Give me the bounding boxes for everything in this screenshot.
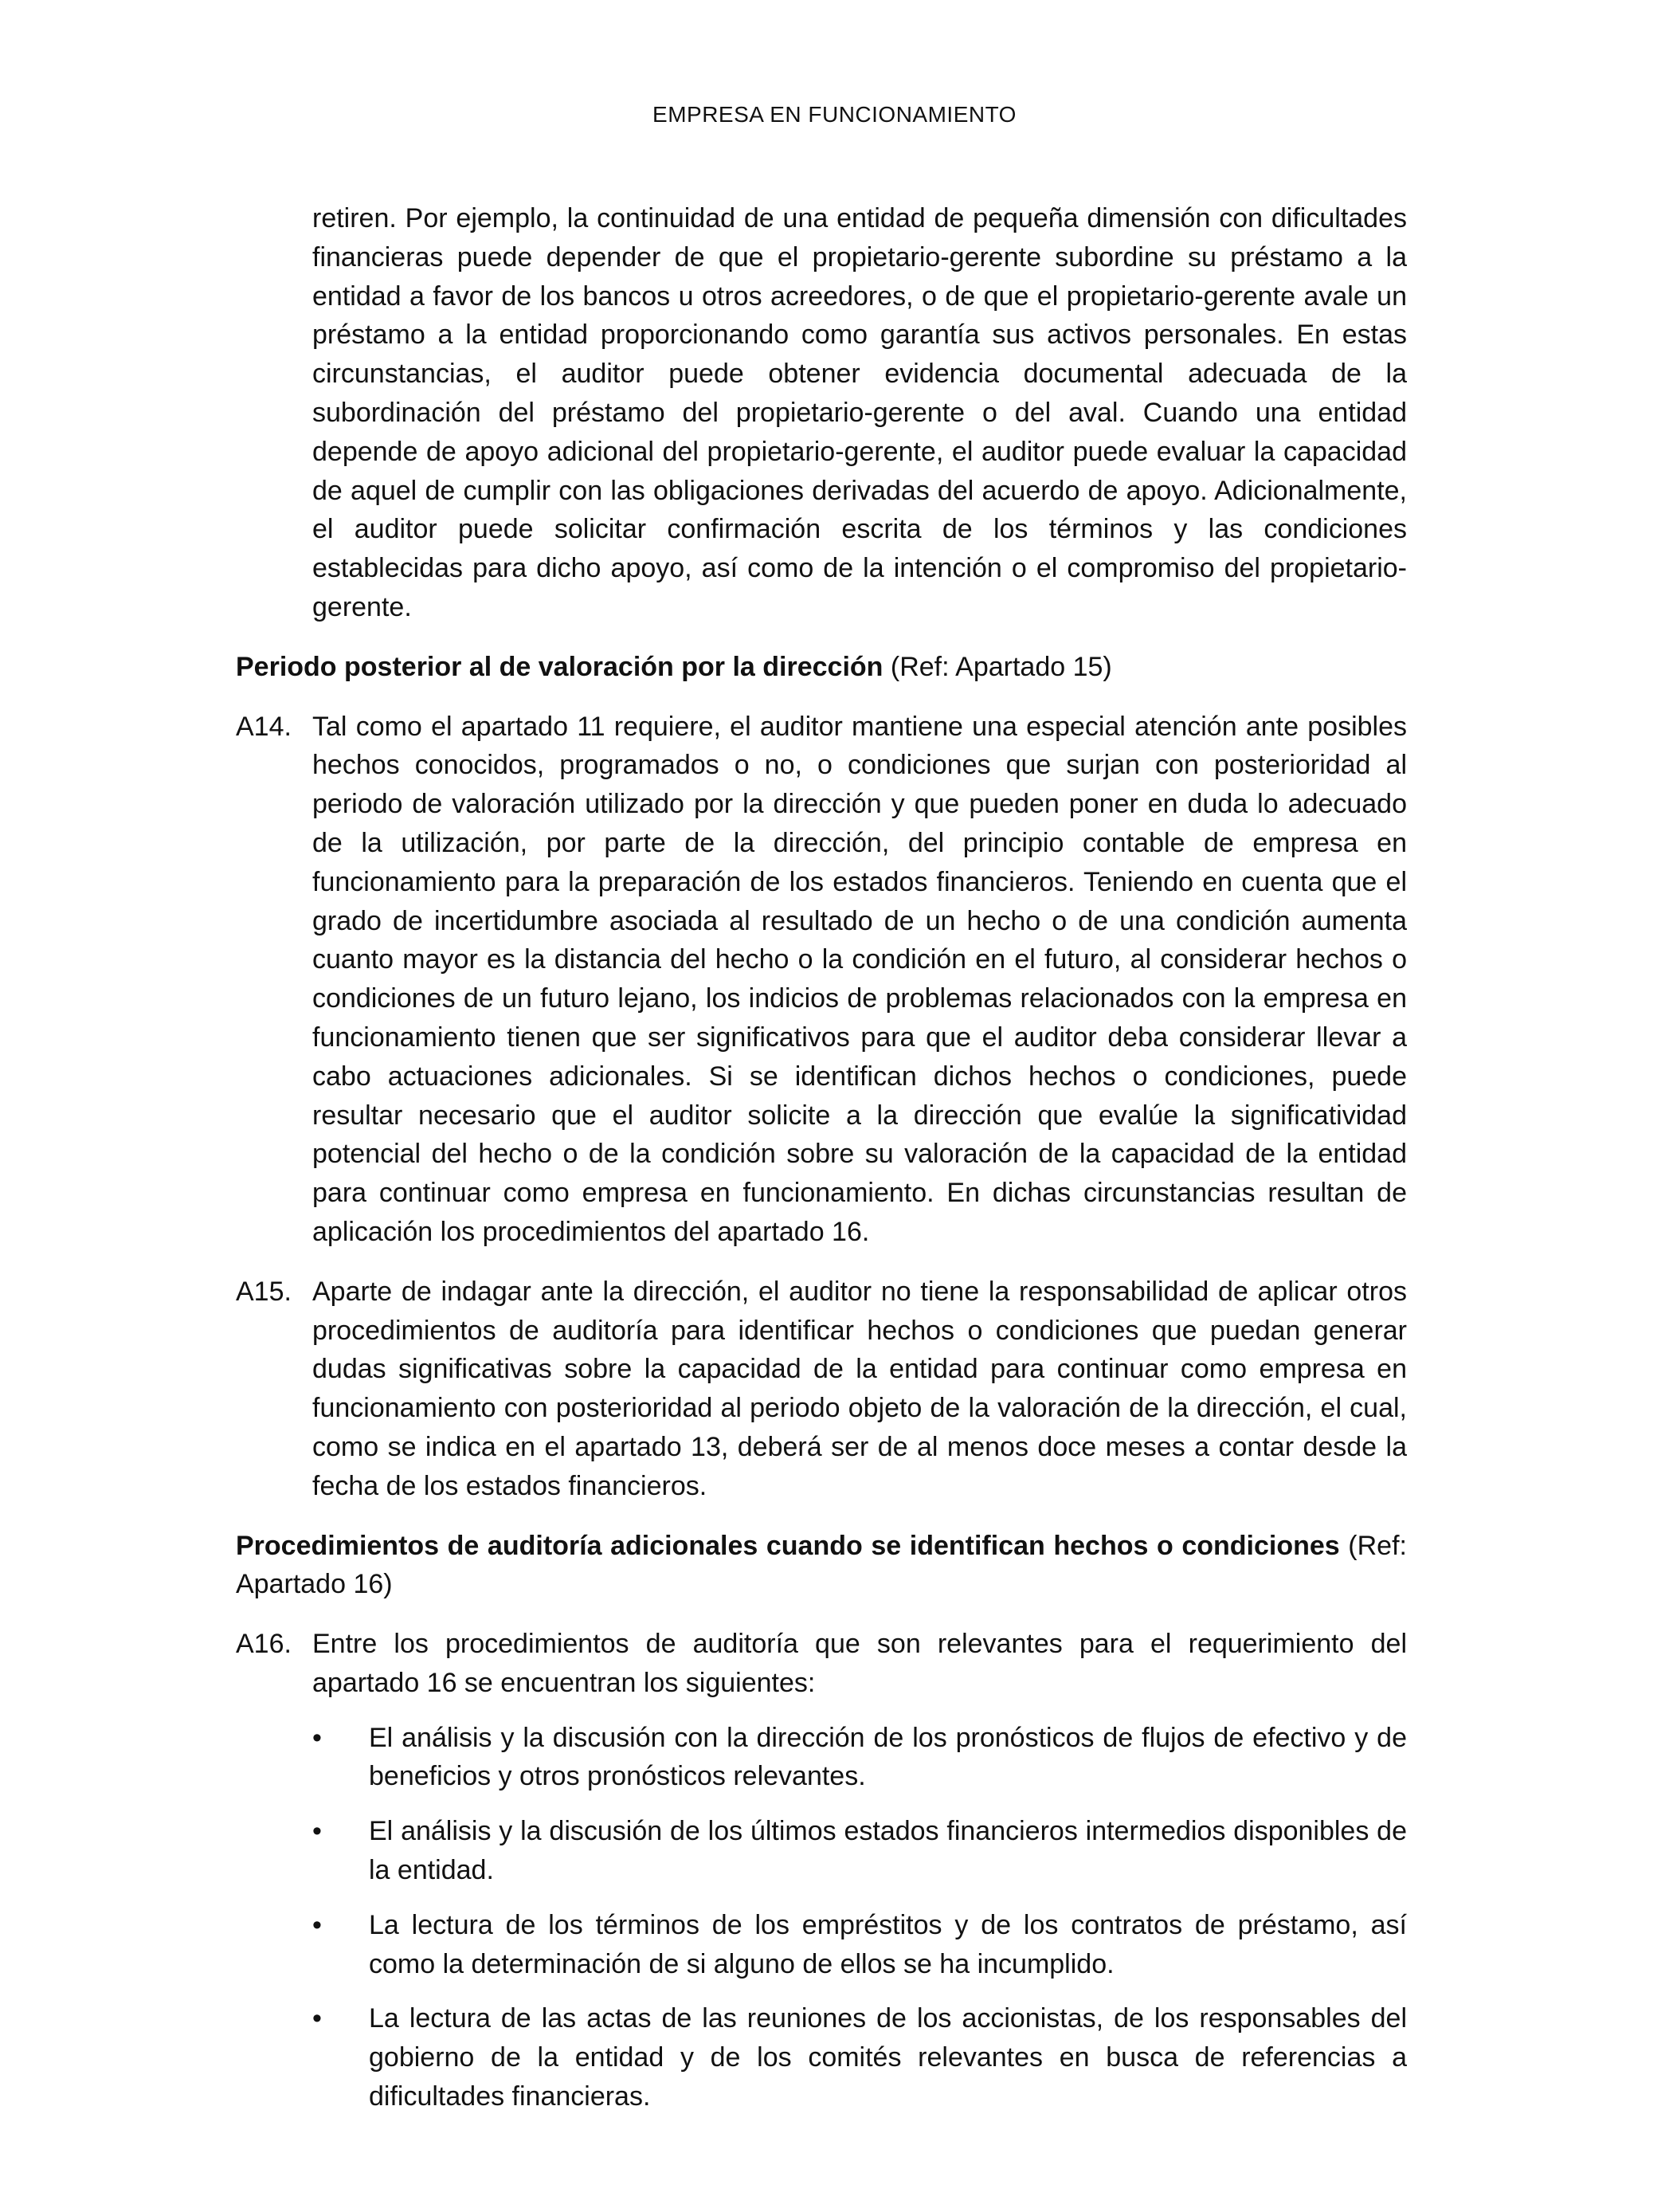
paragraph-a16	[236, 1625, 1407, 1703]
paragraph-text: Tal como el apartado 11 requiere, el auditor mantiene una especial atención ante posibles hechos conocidos, programados o no, o condiciones que surjan con posterioridad al periodo de valoración utilizado por la dirección y que pueden poner en duda lo adecuado de la utilización, por parte de la dirección, del principio contable de empresa en funcionamiento para la preparación de los estados financieros. Teniendo en cuenta que el grado de incertidumbre asociada al resultado de un hecho o de una condición aumenta cuanto mayor es la distancia del hecho o la condición en el futuro, al considerar hechos o condiciones de un futuro lejano, los indicios de problemas relacionados con la empresa en funcionamiento tienen que ser significativos para que el auditor deba considerar llevar a cabo actuaciones adicionales. Si se identifican dichos hechos o condiciones, puede resultar necesario que el auditor solicite a la dirección que evalúe la significatividad potencial del hecho o de la condición sobre su valoración de la capacidad de la entidad para continuar como empresa en funcionamiento. En dichas circunstancias resultan de aplicación los procedimientos del apartado 16.	[312, 711, 1407, 1247]
running-header: EMPRESA EN FUNCIONAMIENTO	[652, 102, 1017, 127]
list-item	[312, 1999, 1407, 2116]
section-heading-title: Periodo posterior al de valoración por la dirección	[236, 651, 883, 682]
bullet-icon: •	[312, 1816, 322, 1847]
section-heading-periodo-posterior	[236, 648, 1407, 687]
list-item-text: El análisis y la discusión de los últimos estados financieros intermedios disponibles de la entidad.	[369, 1816, 1407, 1886]
section-heading-ref: (Ref: Apartado 16)	[236, 1530, 1407, 1600]
paragraph-text: Aparte de indagar ante la dirección, el auditor no tiene la responsabilidad de aplicar otros procedimientos de auditoría para identificar hechos o condiciones que puedan generar dudas significativas sobre la capacidad de la entidad para continuar como empresa en funcionamiento con posterioridad al periodo objeto de la valoración de la dirección, el cual, como se indica en el apartado 13, deberá ser de al menos doce meses a contar desde la fecha de los estados financieros.	[312, 1276, 1407, 1501]
paragraph-number: A15.	[236, 1276, 292, 1307]
bullet-icon: •	[312, 1722, 322, 1753]
list-item-text: La lectura de las actas de las reuniones de los accionistas, de los responsables del gobierno de la entidad y de los comités relevantes en busca de referencias a dificultades financieras.	[369, 2003, 1407, 2112]
section-heading-title: Procedimientos de auditoría adicionales cuando se identifican hechos o condiciones	[236, 1530, 1340, 1561]
paragraph-a15	[236, 1273, 1407, 1506]
list-item-text: La lectura de los términos de los empréstitos y de los contratos de préstamo, así como la determinación de si alguno de ellos se ha incumplido.	[369, 1909, 1407, 1979]
list-item	[312, 1812, 1407, 1890]
paragraph-number: A14.	[236, 711, 292, 742]
paragraph-a14	[236, 708, 1407, 1252]
section-heading-ref: (Ref: Apartado 15)	[890, 651, 1112, 682]
paragraph-text: Entre los procedimientos de auditoría que son relevantes para el requerimiento del apartado 16 se encuentran los siguientes:	[312, 1629, 1407, 1698]
list-item-text: El análisis y la discusión con la dirección de los pronósticos de flujos de efectivo y de beneficios y otros pronósticos relevantes.	[369, 1722, 1407, 1792]
document-body	[236, 199, 1407, 2116]
bullet-icon: •	[312, 2003, 322, 2034]
bullet-icon: •	[312, 1909, 322, 1940]
paragraph-number: A16.	[236, 1629, 292, 1660]
list-item	[312, 1719, 1407, 1797]
continuation-paragraph: retiren. Por ejemplo, la continuidad de una entidad de pequeña dimensión con dificultades financieras puede depender de que el propietario-gerente subordine su préstamo a la entidad a favor de los bancos u otros acreedores, o de que el propietario-gerente avale un préstamo a la entidad proporcionando como garantía sus activos personales. En estas circunstancias, el auditor puede obtener evidencia documental adecuada de la subordinación del préstamo del propietario-gerente o del aval. Cuando una entidad depende de apoyo adicional del propietario-gerente, el auditor puede evaluar la capacidad de aquel de cumplir con las obligaciones derivadas del acuerdo de apoyo. Adicionalmente, el auditor puede solicitar confirmación escrita de los términos y las condiciones establecidas para dicho apoyo, así como de la intención o el compromiso del propietario-gerente.	[312, 203, 1407, 622]
section-heading-procedimientos	[236, 1527, 1407, 1605]
list-item	[312, 1906, 1407, 1984]
procedure-list	[236, 1719, 1407, 2116]
